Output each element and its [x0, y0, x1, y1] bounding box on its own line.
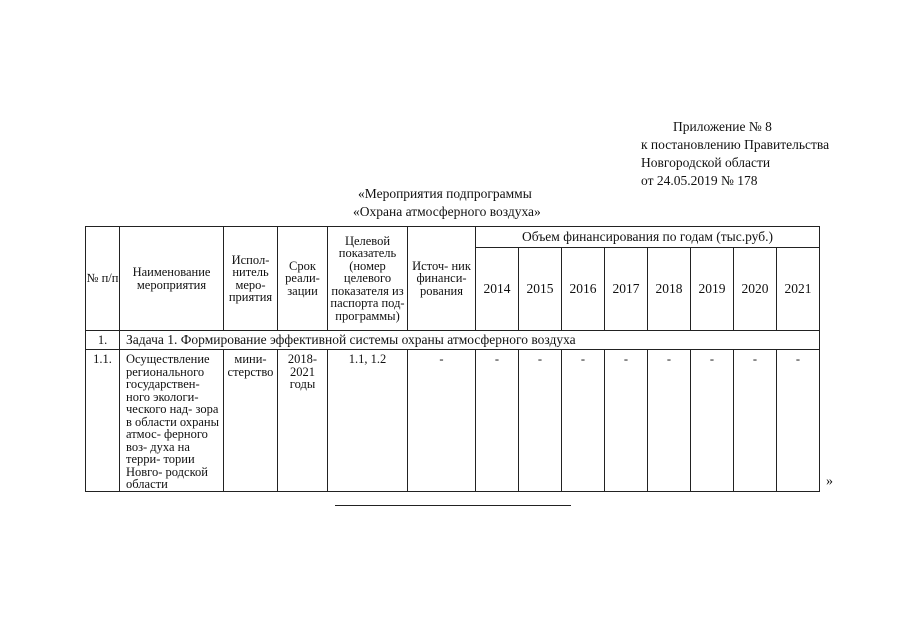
title-line-1: «Мероприятия подпрограммы [358, 186, 532, 201]
title-line-2: «Охрана атмосферного воздуха» [353, 204, 541, 219]
row-executor: мини- стерство [224, 350, 278, 492]
row-num: 1.1. [86, 350, 120, 492]
row-source: - [408, 350, 476, 492]
row-value: - [691, 350, 734, 492]
task-text: Задача 1. Формирование эффективной системы охраны атмосферного воздуха [120, 331, 820, 350]
appendix-block [641, 118, 829, 190]
row-value: - [734, 350, 777, 492]
appendix-resolution: к постановлению Правительства [641, 137, 830, 152]
appendix-region: Новгородской области [641, 155, 771, 170]
appendix-number: Приложение № 8 [673, 119, 772, 134]
header-year: 2014 [476, 248, 519, 331]
header-term: Срок реали- зации [278, 227, 328, 331]
header-name: Наименование мероприятия [120, 227, 224, 331]
header-indicator: Целевой показатель (номер целевого показателя из паспорта под- программы) [328, 227, 408, 331]
row-indicator: 1.1, 1.2 [328, 350, 408, 492]
header-year: 2019 [691, 248, 734, 331]
header-executor: Испол- нитель меро- приятия [224, 227, 278, 331]
row-value: - [519, 350, 562, 492]
activities-table [85, 226, 820, 492]
header-year: 2015 [519, 248, 562, 331]
appendix-date: от 24.05.2019 № 178 [641, 173, 758, 188]
closing-quote-mark: » [826, 474, 833, 489]
task-row [86, 331, 820, 350]
table-row [86, 350, 820, 492]
row-value: - [648, 350, 691, 492]
header-year: 2017 [605, 248, 648, 331]
header-source: Источ- ник финанси- рования [408, 227, 476, 331]
header-year: 2020 [734, 248, 777, 331]
header-funding: Объем финансирования по годам (тыс.руб.) [476, 227, 820, 248]
row-value: - [562, 350, 605, 492]
header-year: 2021 [777, 248, 820, 331]
header-num: № п/п [86, 227, 120, 331]
row-value: - [605, 350, 648, 492]
row-value: - [476, 350, 519, 492]
task-num: 1. [86, 331, 120, 350]
document-title [0, 185, 905, 221]
separator-line [335, 505, 571, 506]
header-year: 2016 [562, 248, 605, 331]
header-year: 2018 [648, 248, 691, 331]
row-term: 2018- 2021 годы [278, 350, 328, 492]
row-value: - [777, 350, 820, 492]
row-name: Осуществление регионального государствен- ного экологи- ческого над- зора в области охраны атмос- ферного воз- духа на терри- тории Новго- родской области [120, 350, 224, 492]
